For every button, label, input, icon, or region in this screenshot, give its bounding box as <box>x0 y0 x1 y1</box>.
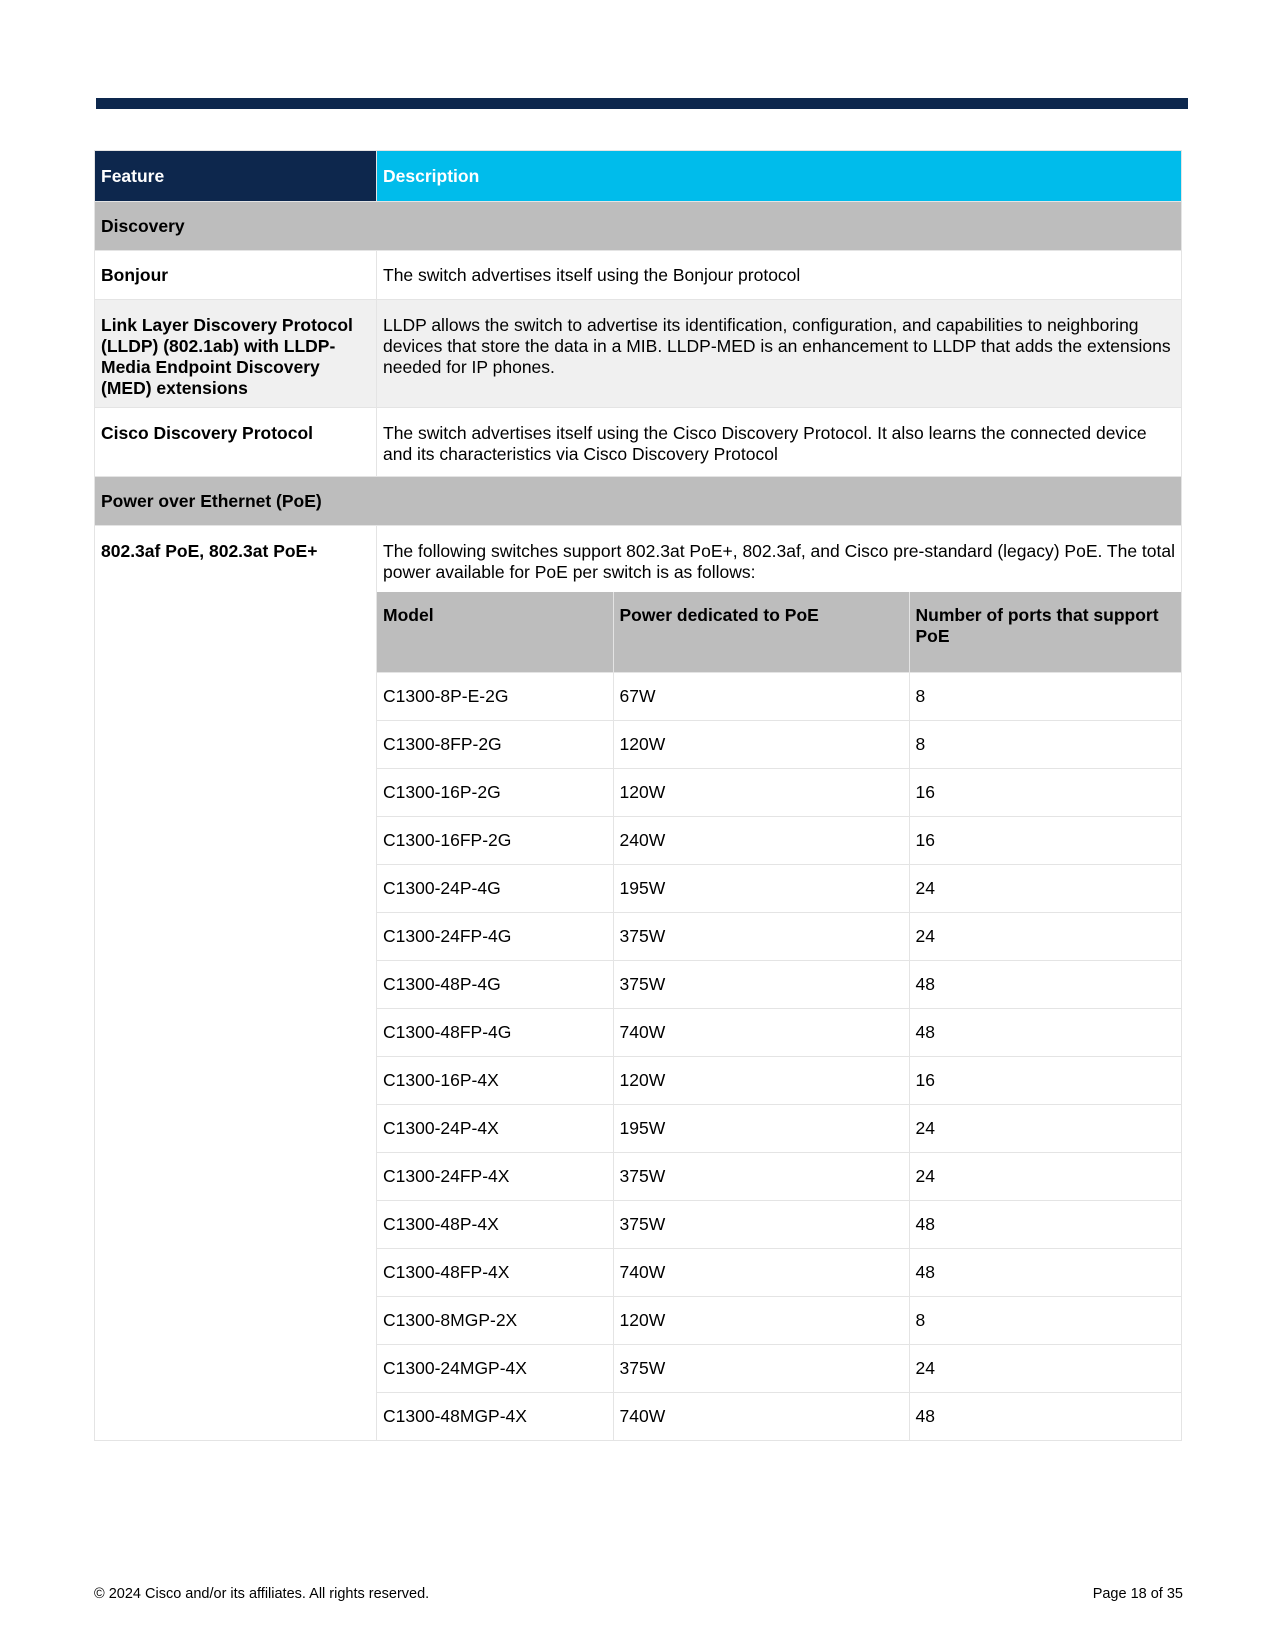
poe-row <box>377 865 1181 913</box>
poe-row <box>377 1393 1181 1441</box>
poe-power: 375W <box>613 1345 909 1393</box>
poe-row <box>377 1105 1181 1153</box>
poe-ports: 48 <box>909 1201 1181 1249</box>
poe-power: 120W <box>613 721 909 769</box>
poe-model: C1300-16P-4X <box>377 1057 613 1105</box>
poe-model: C1300-24FP-4X <box>377 1153 613 1201</box>
table-row <box>95 251 1182 300</box>
feature-name: Link Layer Discovery Protocol (LLDP) (802.1ab) with LLDP-Media Endpoint Discovery (MED) extensions <box>95 300 377 408</box>
poe-power: 375W <box>613 1201 909 1249</box>
poe-ports: 24 <box>909 1345 1181 1393</box>
poe-power: 740W <box>613 1249 909 1297</box>
poe-ports: 8 <box>909 1297 1181 1345</box>
copyright: © 2024 Cisco and/or its affiliates. All rights reserved. <box>94 1586 430 1602</box>
poe-model: C1300-16FP-2G <box>377 817 613 865</box>
page-number: Page 18 of 35 <box>1092 1586 1183 1602</box>
poe-row <box>377 1201 1181 1249</box>
poe-model: C1300-16P-2G <box>377 769 613 817</box>
poe-model: C1300-24P-4G <box>377 865 613 913</box>
poe-ports: 24 <box>909 865 1181 913</box>
poe-power: 375W <box>613 1153 909 1201</box>
poe-model: C1300-48P-4G <box>377 961 613 1009</box>
poe-ports: 24 <box>909 913 1181 961</box>
poe-power: 67W <box>613 673 909 721</box>
poe-row <box>377 673 1181 721</box>
poe-ports: 16 <box>909 817 1181 865</box>
poe-row <box>377 1345 1181 1393</box>
poe-row <box>377 1249 1181 1297</box>
poe-power: 375W <box>613 913 909 961</box>
feature-description: The switch advertises itself using the Bonjour protocol <box>377 251 1182 300</box>
poe-ports: 16 <box>909 1057 1181 1105</box>
poe-row <box>377 721 1181 769</box>
poe-header-power: Power dedicated to PoE <box>613 592 909 673</box>
poe-model: C1300-48MGP-4X <box>377 1393 613 1441</box>
poe-power: 120W <box>613 1057 909 1105</box>
section-discovery <box>95 202 1182 251</box>
poe-power: 375W <box>613 961 909 1009</box>
poe-ports: 8 <box>909 673 1181 721</box>
poe-model: C1300-48FP-4G <box>377 1009 613 1057</box>
feature-description-cell <box>377 526 1182 1441</box>
poe-model: C1300-24P-4X <box>377 1105 613 1153</box>
poe-ports: 48 <box>909 1009 1181 1057</box>
poe-power: 240W <box>613 817 909 865</box>
poe-ports: 24 <box>909 1105 1181 1153</box>
section-title: Discovery <box>95 202 1182 251</box>
header-description: Description <box>377 151 1182 202</box>
poe-power: 195W <box>613 1105 909 1153</box>
poe-row <box>377 913 1181 961</box>
table-row <box>95 526 1182 1441</box>
poe-ports: 8 <box>909 721 1181 769</box>
table-row <box>95 300 1182 408</box>
poe-model: C1300-24FP-4G <box>377 913 613 961</box>
poe-row <box>377 769 1181 817</box>
poe-power: 120W <box>613 769 909 817</box>
section-poe <box>95 477 1182 526</box>
header-feature: Feature <box>95 151 377 202</box>
poe-ports: 48 <box>909 961 1181 1009</box>
poe-ports: 48 <box>909 1249 1181 1297</box>
feature-description: The following switches support 802.3at PoE+, 802.3af, and Cisco pre-standard (legacy) PoE. The total power available for PoE per switch is as follows: <box>383 541 1176 582</box>
poe-ports: 48 <box>909 1393 1181 1441</box>
poe-ports: 16 <box>909 769 1181 817</box>
poe-row <box>377 817 1181 865</box>
feature-name: Cisco Discovery Protocol <box>95 408 377 477</box>
poe-header-ports: Number of ports that support PoE <box>909 592 1181 673</box>
section-title: Power over Ethernet (PoE) <box>95 477 1182 526</box>
poe-row <box>377 1057 1181 1105</box>
table-header-row <box>95 151 1182 202</box>
poe-ports: 24 <box>909 1153 1181 1201</box>
poe-header-model: Model <box>377 592 613 673</box>
poe-model: C1300-48FP-4X <box>377 1249 613 1297</box>
poe-model: C1300-24MGP-4X <box>377 1345 613 1393</box>
poe-model: C1300-8P-E-2G <box>377 673 613 721</box>
poe-power: 740W <box>613 1393 909 1441</box>
feature-table <box>94 150 1182 1441</box>
poe-table <box>377 592 1181 1440</box>
poe-row <box>377 1297 1181 1345</box>
poe-header-row <box>377 592 1181 673</box>
poe-row <box>377 961 1181 1009</box>
poe-power: 740W <box>613 1009 909 1057</box>
table-row <box>95 408 1182 477</box>
poe-model: C1300-8FP-2G <box>377 721 613 769</box>
poe-power: 120W <box>613 1297 909 1345</box>
poe-row <box>377 1009 1181 1057</box>
feature-description: The switch advertises itself using the Cisco Discovery Protocol. It also learns the connected device and its characteristics via Cisco Discovery Protocol <box>377 408 1182 477</box>
feature-description: LLDP allows the switch to advertise its identification, configuration, and capabilities to neighboring devices that store the data in a MIB. LLDP-MED is an enhancement to LLDP that adds the extensions needed for IP phones. <box>377 300 1182 408</box>
poe-model: C1300-48P-4X <box>377 1201 613 1249</box>
poe-row <box>377 1153 1181 1201</box>
header-rule <box>96 98 1188 109</box>
poe-model: C1300-8MGP-2X <box>377 1297 613 1345</box>
feature-name: 802.3af PoE, 802.3at PoE+ <box>95 526 377 1441</box>
feature-name: Bonjour <box>95 251 377 300</box>
poe-power: 195W <box>613 865 909 913</box>
